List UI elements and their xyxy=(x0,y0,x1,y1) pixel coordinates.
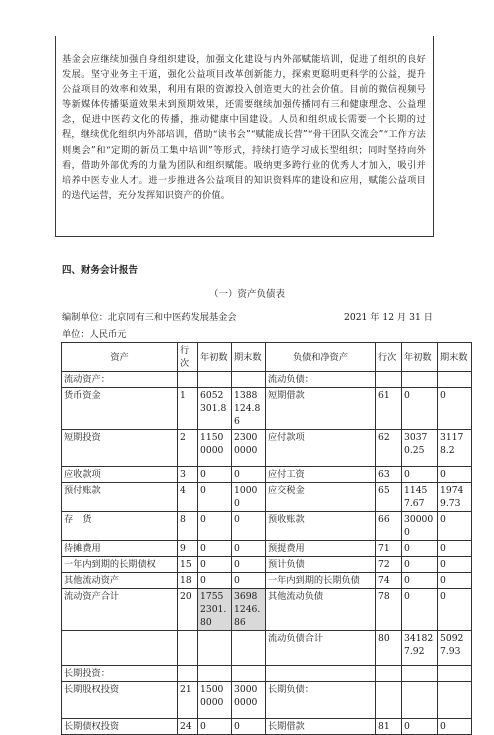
cell-closing-2: 0 xyxy=(438,557,472,573)
cell-closing: 0 xyxy=(232,719,266,735)
summary-paragraph: 基金会应继续加强自身组织建设，加强文化建设与内外部赋能培训，促进了组织的良好发展。坚守业务主干道，强化公益项目改革创新能力，探索更聪明更科学的公益，提升公益项目的效率和效果，利用有限的资源投入创造更大的社会价值。目前的微信视频号等新媒体传播渠道效果未到预期效果，还需要继续加强传播同有三和健康理念、公益理念，促进中医药文化的传播，推动健康中国建设。人员和组织成长需要一个长期的过程，继续优化组织内外部培训，借助“读书会”“赋能成长营”“骨干团队交流会”“工作方法则奥会”和“定期的新员工集中培训”等形式，持续打造学习成长型组织；同时坚持向外看，借助外部优秀的力量为团队和组织赋能。吸纳更多跨行业的优秀人才加入，吸引并培养中医专业人才。进一步推进各公益项目的知识资料库的建设和应用，赋能公益项目的迭代运营，充分发挥知识资产的价值。 xyxy=(62,54,426,201)
cell-closing: 23000000 xyxy=(232,430,266,467)
cell-liability: 应交税金 xyxy=(266,483,376,512)
section-heading: 四、财务会计报告 xyxy=(62,265,139,276)
cell-closing: 0 xyxy=(232,557,266,573)
cell-liability: 其他流动负债 xyxy=(266,589,376,631)
cell-opening-2 xyxy=(402,372,438,388)
cell-closing: 10000 xyxy=(232,483,266,512)
cell-asset: 一年内到期的长期债权 xyxy=(62,557,178,573)
cell-asset: 长期债权投资 xyxy=(62,719,178,735)
cell-liability: 流动负债： xyxy=(266,372,376,388)
cell-asset: 存 货 xyxy=(62,512,178,541)
cell-closing: 30000000 xyxy=(232,682,266,719)
cell-closing-2: 0 xyxy=(438,573,472,589)
cell-opening-2: 30370.25 xyxy=(402,430,438,467)
header-opening: 年初数 xyxy=(198,343,232,372)
cell-line: 4 xyxy=(178,483,198,512)
header-closing: 期末数 xyxy=(232,343,266,372)
cell-opening: 17552301.80 xyxy=(198,589,232,631)
cell-line: 18 xyxy=(178,573,198,589)
cell-liability: 长期借款 xyxy=(266,719,376,735)
cell-closing-2: 31178.2 xyxy=(438,430,472,467)
report-date: 2021 年 12 月 31 日 xyxy=(344,312,433,323)
table-row xyxy=(62,682,472,719)
cell-opening-2 xyxy=(402,666,438,682)
cell-opening-2: 0 xyxy=(402,589,438,631)
cell-closing-2: 0 xyxy=(438,541,472,557)
cell-liability: 预计负债 xyxy=(266,557,376,573)
cell-line: 9 xyxy=(178,541,198,557)
cell-opening: 0 xyxy=(198,541,232,557)
cell-opening-2: 0 xyxy=(402,467,438,483)
header-liabilities: 负债和净资产 xyxy=(266,343,376,372)
cell-asset: 预付账款 xyxy=(62,483,178,512)
cell-opening-2 xyxy=(402,682,438,719)
cell-closing: 36981246.86 xyxy=(232,589,266,631)
cell-closing-2: 0 xyxy=(438,589,472,631)
cell-line: 1 xyxy=(178,388,198,430)
cell-opening: 6052301.8 xyxy=(198,388,232,430)
cell-opening: 0 xyxy=(198,512,232,541)
cell-line-2: 80 xyxy=(376,631,402,666)
table-row xyxy=(62,557,472,573)
cell-asset: 长期投资： xyxy=(62,666,178,682)
cell-asset xyxy=(62,631,178,666)
cell-closing-2 xyxy=(438,682,472,719)
cell-line xyxy=(178,631,198,666)
cell-line: 8 xyxy=(178,512,198,541)
table-row xyxy=(62,388,472,430)
header-line-no-2: 行次 xyxy=(376,343,402,372)
cell-opening-2: 0 xyxy=(402,541,438,557)
table-row xyxy=(62,589,472,631)
cell-opening: 0 xyxy=(198,483,232,512)
cell-closing-2: 0 xyxy=(438,467,472,483)
cell-line: 24 xyxy=(178,719,198,735)
cell-opening-2: 0 xyxy=(402,557,438,573)
cell-line-2 xyxy=(376,372,402,388)
cell-closing-2 xyxy=(438,372,472,388)
cell-line: 15 xyxy=(178,557,198,573)
cell-line-2: 72 xyxy=(376,557,402,573)
cell-asset: 待摊费用 xyxy=(62,541,178,557)
cell-opening: 0 xyxy=(198,557,232,573)
cell-asset: 其他流动资产 xyxy=(62,573,178,589)
cell-closing xyxy=(232,666,266,682)
table-row xyxy=(62,512,472,541)
cell-opening-2: 300000 xyxy=(402,512,438,541)
cell-closing xyxy=(232,631,266,666)
cell-liability: 长期负债： xyxy=(266,682,376,719)
cell-liability: 应付款项 xyxy=(266,430,376,467)
cell-liability: 预提费用 xyxy=(266,541,376,557)
cell-closing-2: 0 xyxy=(438,512,472,541)
cell-asset: 应收款项 xyxy=(62,467,178,483)
cell-line: 2 xyxy=(178,430,198,467)
cell-closing-2: 19749.73 xyxy=(438,483,472,512)
cell-asset: 短期投资 xyxy=(62,430,178,467)
cell-line: 21 xyxy=(178,682,198,719)
cell-line-2: 65 xyxy=(376,483,402,512)
cell-opening-2: 0 xyxy=(402,388,438,430)
table-row xyxy=(62,573,472,589)
header-closing-2: 期末数 xyxy=(438,343,472,372)
cell-line-2: 61 xyxy=(376,388,402,430)
cell-asset: 长期股权投资 xyxy=(62,682,178,719)
cell-opening: 0 xyxy=(198,719,232,735)
currency-unit: 单位：人民币元 xyxy=(62,329,127,340)
table-header-row xyxy=(62,343,472,372)
cell-liability: 一年内到期的长期负债 xyxy=(266,573,376,589)
header-line-no: 行次 xyxy=(178,343,198,372)
cell-line-2: 74 xyxy=(376,573,402,589)
cell-opening xyxy=(198,372,232,388)
cell-opening-2: 341827.92 xyxy=(402,631,438,666)
cell-closing: 1388124.86 xyxy=(232,388,266,430)
header-assets: 资产 xyxy=(62,343,178,372)
cell-line-2: 81 xyxy=(376,719,402,735)
cell-line: 3 xyxy=(178,467,198,483)
table-row xyxy=(62,430,472,467)
cell-opening: 0 xyxy=(198,467,232,483)
cell-closing: 0 xyxy=(232,512,266,541)
cell-asset: 流动资产合计 xyxy=(62,589,178,631)
cell-line-2: 71 xyxy=(376,541,402,557)
cell-opening-2: 0 xyxy=(402,573,438,589)
table-title: （一）资产负债表 xyxy=(208,289,285,300)
cell-opening: 11500000 xyxy=(198,430,232,467)
cell-asset: 流动资产： xyxy=(62,372,178,388)
header-opening-2: 年初数 xyxy=(402,343,438,372)
cell-line: 20 xyxy=(178,589,198,631)
cell-liability: 预收账款 xyxy=(266,512,376,541)
cell-opening-2: 11457.67 xyxy=(402,483,438,512)
cell-opening xyxy=(198,631,232,666)
cell-opening xyxy=(198,666,232,682)
cell-closing-2: 0 xyxy=(438,388,472,430)
cell-opening-2: 0 xyxy=(402,719,438,735)
balance-sheet-table xyxy=(61,342,472,735)
cell-closing: 0 xyxy=(232,573,266,589)
cell-liability: 应付工资 xyxy=(266,467,376,483)
cell-closing-2 xyxy=(438,666,472,682)
cell-liability: 短期借款 xyxy=(266,388,376,430)
table-row xyxy=(62,666,472,682)
cell-liability xyxy=(266,666,376,682)
table-row xyxy=(62,631,472,666)
cell-liability: 流动负债合计 xyxy=(266,631,376,666)
cell-closing: 0 xyxy=(232,467,266,483)
cell-closing xyxy=(232,372,266,388)
cell-line-2 xyxy=(376,682,402,719)
cell-line-2 xyxy=(376,666,402,682)
cell-asset: 货币资金 xyxy=(62,388,178,430)
cell-line xyxy=(178,372,198,388)
cell-line-2: 63 xyxy=(376,467,402,483)
cell-line xyxy=(178,666,198,682)
table-row xyxy=(62,541,472,557)
table-row xyxy=(62,467,472,483)
cell-opening: 0 xyxy=(198,573,232,589)
cell-line-2: 78 xyxy=(376,589,402,631)
cell-closing-2: 0 xyxy=(438,719,472,735)
table-row xyxy=(62,372,472,388)
cell-closing-2: 50927.93 xyxy=(438,631,472,666)
cell-line-2: 62 xyxy=(376,430,402,467)
preparer-line: 编制单位：北京同有三和中医药发展基金会 xyxy=(62,312,237,323)
cell-closing: 0 xyxy=(232,541,266,557)
table-row xyxy=(62,719,472,735)
cell-opening: 15000000 xyxy=(198,682,232,719)
table-row xyxy=(62,483,472,512)
cell-line-2: 66 xyxy=(376,512,402,541)
